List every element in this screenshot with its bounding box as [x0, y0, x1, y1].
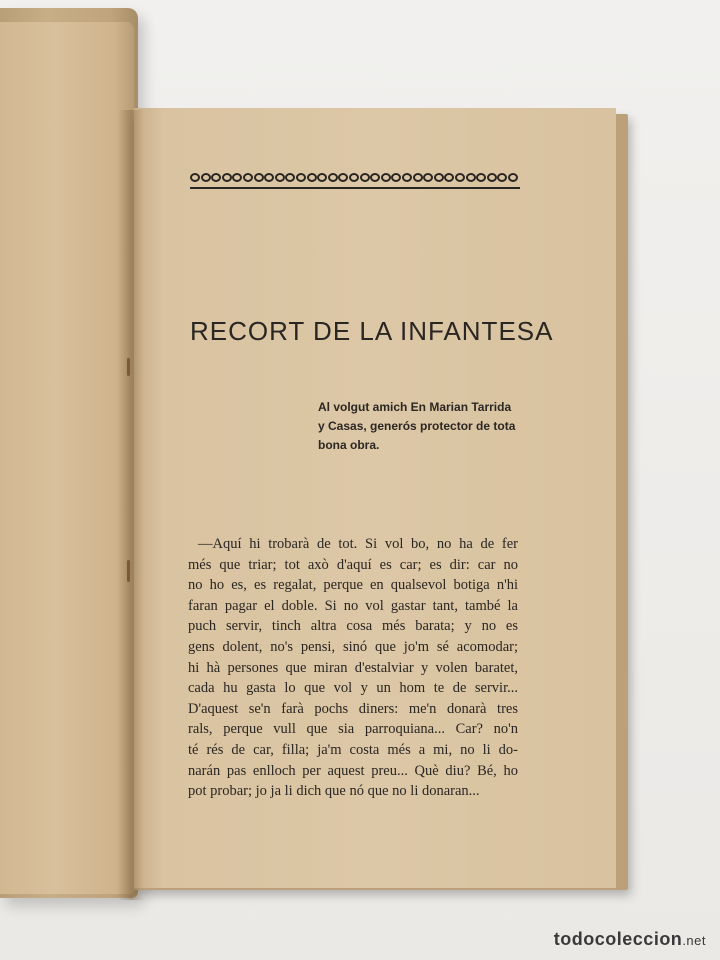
gutter-shadow: [118, 110, 144, 900]
ornament-rule: [190, 187, 520, 189]
ornament-ring: [201, 173, 211, 182]
ornament-ring: [360, 173, 370, 182]
ornament-ring: [423, 173, 433, 182]
ornament-ring: [434, 173, 444, 182]
dedication-line: Al volgut amich En Marian Tarrida: [318, 400, 512, 414]
body-paragraph: [188, 534, 518, 802]
ornament-ring: [243, 173, 253, 182]
ornament-ring: [338, 173, 348, 182]
ornament-ring: [190, 173, 200, 182]
ornament-ring: [285, 173, 295, 182]
body-line: rals, perque vull que sia parroquiana... Car? no'n: [188, 721, 518, 738]
ornament-ring: [328, 173, 338, 182]
body-line: pot probar; jo ja li dich que nó que no li donaran...: [188, 783, 480, 800]
ornament-ring: [211, 173, 221, 182]
ornament-ring: [487, 173, 497, 182]
site-watermark: [554, 929, 706, 950]
ornament-ring: [317, 173, 327, 182]
dedication: [318, 398, 528, 455]
chapter-title: RECORT DE LA INFANTESA: [190, 316, 554, 346]
ornament-ring: [307, 173, 317, 182]
left-facing-page: [0, 22, 134, 894]
ornament-ring: [497, 173, 507, 182]
body-line: D'aquest se'n farà pochs diners: me'n donarà tres: [188, 700, 518, 717]
ornament-ring: [232, 173, 242, 182]
ornament-ring: [402, 173, 412, 182]
body-line: té rés de car, filla; ja'm costa més a mi, no li do-: [188, 741, 518, 758]
ornament-ring: [264, 173, 274, 182]
body-line: més que triar; tot axò d'aquí es car; es dir: car no: [188, 556, 518, 573]
body-line: faran pagar el doble. Si no vol gastar tant, també la: [188, 597, 518, 614]
body-line: —Aquí hi trobarà de tot. Si vol bo, no ha de fer: [198, 536, 518, 552]
dedication-line: y Casas, generós protector de tota: [318, 419, 516, 433]
body-line: gens dolent, no's pensi, sinó que jo'm sé acomodar;: [188, 638, 518, 655]
ornament-ring: [391, 173, 401, 182]
ornament-ring: [413, 173, 423, 182]
binding-stitch: [127, 358, 130, 376]
body-line: narán pas enlloch per aquest preu... Què diu? Bé, ho: [188, 762, 518, 779]
ornament-ring: [370, 173, 380, 182]
dedication-line: bona obra.: [318, 438, 380, 452]
decorative-ornament-border: [190, 171, 520, 193]
body-line: puch servir, tinch altra cosa més barata; y no es: [188, 618, 518, 635]
ornament-ring: [275, 173, 285, 182]
binding-stitch: [127, 560, 130, 582]
body-line: no ho es, es regalat, perque en qualsevol botiga n'hi: [188, 577, 518, 594]
ornament-ring: [508, 173, 518, 182]
watermark-brand: todocoleccion: [553, 929, 683, 949]
ornament-ring: [349, 173, 359, 182]
watermark-tld: .net: [682, 933, 706, 948]
ornament-ring: [381, 173, 391, 182]
ornament-ring: [296, 173, 306, 182]
body-line: cada hu gasta lo que vol y un hom te de servir...: [188, 680, 518, 697]
ornament-ring: [254, 173, 264, 182]
ornament-ring: [444, 173, 454, 182]
ornament-ring: [455, 173, 465, 182]
body-line: hi hà persones que miran d'estalviar y volen baratet,: [188, 659, 518, 676]
ornament-ring: [466, 173, 476, 182]
ornament-ring: [476, 173, 486, 182]
ornament-ring: [222, 173, 232, 182]
